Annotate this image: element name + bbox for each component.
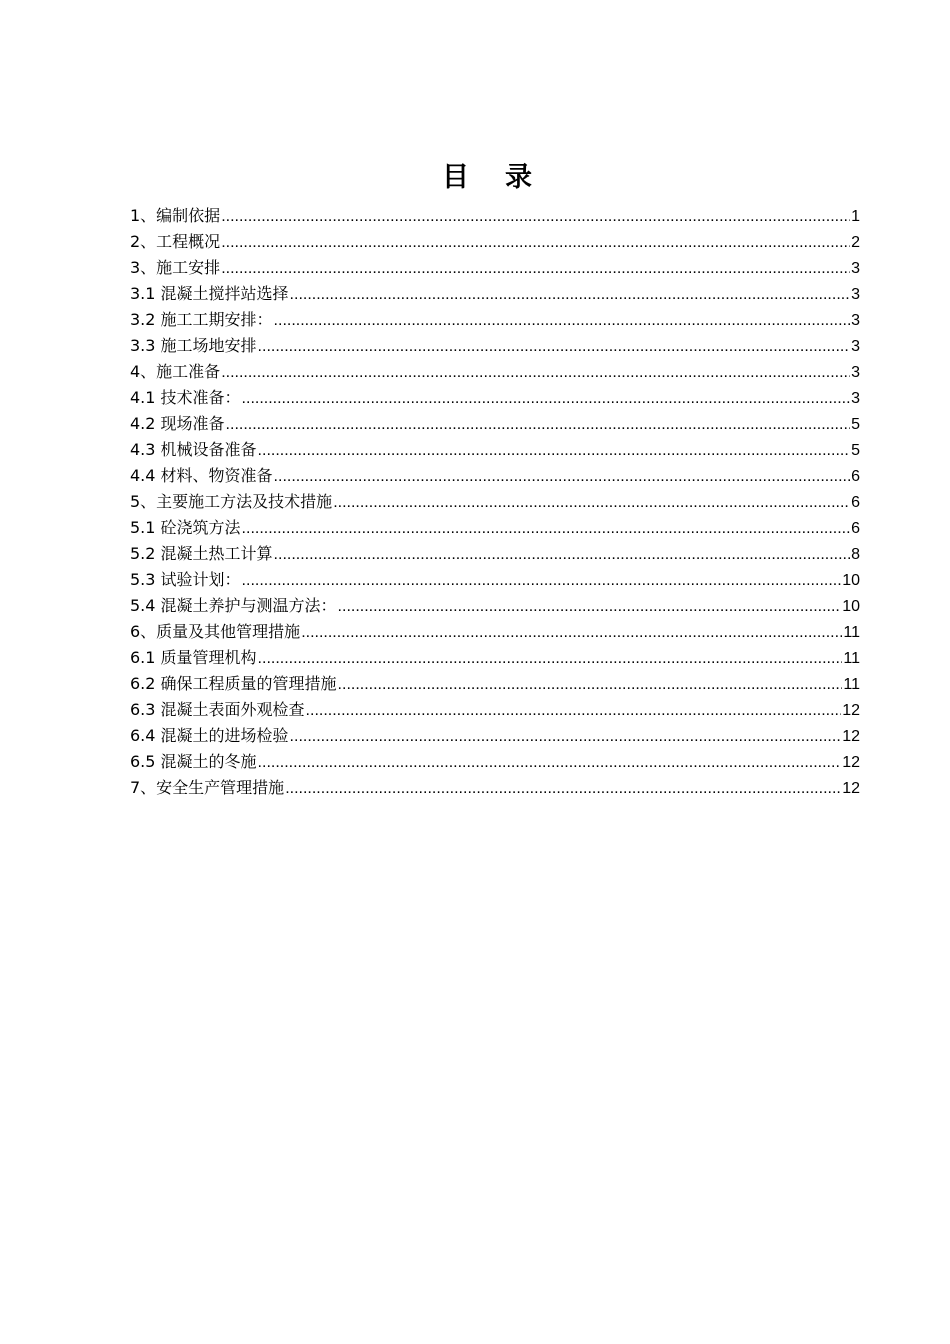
toc-entry-label: 3.1 混凝土搅拌站选择 xyxy=(130,284,289,303)
toc-entry-page-number: 11 xyxy=(843,624,860,641)
toc-dot-leader xyxy=(242,386,851,412)
toc-entry-page-number: 12 xyxy=(842,702,860,719)
toc-entry-label: 7、安全生产管理措施 xyxy=(130,778,285,797)
toc-dot-leader xyxy=(258,334,851,360)
toc-entry[interactable] xyxy=(130,333,860,359)
toc-entry[interactable] xyxy=(130,203,860,229)
toc-dot-leader xyxy=(333,490,850,516)
toc-entry[interactable] xyxy=(130,749,860,775)
toc-entry[interactable] xyxy=(130,593,860,619)
toc-entry[interactable] xyxy=(130,671,860,697)
toc-entry-label: 3、施工安排 xyxy=(130,258,221,277)
toc-entry-label: 5.1 砼浇筑方法 xyxy=(130,518,241,537)
toc-entry-page-number: 3 xyxy=(851,390,860,407)
toc-entry[interactable] xyxy=(130,281,860,307)
toc-dot-leader xyxy=(226,412,851,438)
toc-entry-page-number: 12 xyxy=(842,780,860,797)
toc-entry-page-number: 8 xyxy=(851,546,860,563)
toc-dot-leader xyxy=(221,256,850,282)
toc-entry-label: 6、质量及其他管理措施 xyxy=(130,622,301,641)
toc-entry-label: 4.3 机械设备准备 xyxy=(130,440,257,459)
toc-entry[interactable] xyxy=(130,489,860,515)
toc-entry-page-number: 5 xyxy=(851,416,860,433)
toc-entry[interactable] xyxy=(130,723,860,749)
toc-entry-label: 2、工程概况 xyxy=(130,232,221,251)
toc-entry-label: 6.2 确保工程质量的管理措施 xyxy=(130,674,337,693)
toc-entry[interactable] xyxy=(130,619,860,645)
toc-entry[interactable] xyxy=(130,775,860,801)
toc-entry[interactable] xyxy=(130,567,860,593)
toc-entry[interactable] xyxy=(130,437,860,463)
toc-entry-page-number: 11 xyxy=(843,676,860,693)
toc-dot-leader xyxy=(285,776,841,802)
toc-entry-page-number: 3 xyxy=(851,260,860,277)
toc-dot-leader xyxy=(258,750,842,776)
toc-entry[interactable] xyxy=(130,645,860,671)
toc-entry-page-number: 3 xyxy=(851,364,860,381)
toc-entry-label: 4.2 现场准备 xyxy=(130,414,225,433)
toc-entry-label: 4.1 技术准备： xyxy=(130,388,241,407)
toc-dot-leader xyxy=(290,282,851,308)
toc-dot-leader xyxy=(306,698,842,724)
toc-dot-leader xyxy=(274,308,851,334)
toc-entry[interactable] xyxy=(130,385,860,411)
toc-entry-page-number: 3 xyxy=(851,312,860,329)
toc-dot-leader xyxy=(274,542,851,568)
toc-dot-leader xyxy=(242,568,842,594)
toc-entry-page-number: 1 xyxy=(851,208,860,225)
toc-entry-page-number: 12 xyxy=(842,728,860,745)
toc-dot-leader xyxy=(274,464,851,490)
toc-entry-page-number: 6 xyxy=(851,520,860,537)
toc-entry[interactable] xyxy=(130,463,860,489)
toc-dot-leader xyxy=(258,646,843,672)
toc-entry-label: 3.2 施工工期安排： xyxy=(130,310,273,329)
toc-entry[interactable] xyxy=(130,541,860,567)
toc-entry-page-number: 11 xyxy=(843,650,860,667)
toc-entry-label: 6.5 混凝土的冬施 xyxy=(130,752,257,771)
toc-dot-leader xyxy=(221,230,850,256)
toc-entry-label: 5.3 试验计划： xyxy=(130,570,241,589)
toc-entry[interactable] xyxy=(130,359,860,385)
toc-entry[interactable] xyxy=(130,697,860,723)
toc-entry-label: 4、施工准备 xyxy=(130,362,221,381)
toc-dot-leader xyxy=(338,594,842,620)
toc-entry-label: 5.2 混凝土热工计算 xyxy=(130,544,273,563)
toc-entry[interactable] xyxy=(130,229,860,255)
toc-dot-leader xyxy=(221,360,850,386)
toc-dot-leader xyxy=(221,204,850,230)
toc-dot-leader xyxy=(290,724,842,750)
toc-entry[interactable] xyxy=(130,411,860,437)
toc-entry-page-number: 12 xyxy=(842,754,860,771)
toc-dot-leader xyxy=(242,516,851,542)
toc-entry-page-number: 3 xyxy=(851,286,860,303)
toc-entry-label: 6.1 质量管理机构 xyxy=(130,648,257,667)
toc-dot-leader xyxy=(258,438,851,464)
toc-dot-leader xyxy=(338,672,843,698)
toc-entry-page-number: 6 xyxy=(851,494,860,511)
toc-entry-label: 5.4 混凝土养护与测温方法： xyxy=(130,596,337,615)
toc-entry-page-number: 5 xyxy=(851,442,860,459)
toc-entry-label: 3.3 施工场地安排 xyxy=(130,336,257,355)
toc-entry-label: 1、编制依据 xyxy=(130,206,221,225)
toc-entry-page-number: 10 xyxy=(842,598,860,615)
toc-entry-label: 5、主要施工方法及技术措施 xyxy=(130,492,333,511)
toc-entry-label: 6.4 混凝土的进场检验 xyxy=(130,726,289,745)
toc-entry-page-number: 3 xyxy=(851,338,860,355)
toc-entry[interactable] xyxy=(130,255,860,281)
toc-entry-page-number: 10 xyxy=(842,572,860,589)
toc-entry-label: 4.4 材料、物资准备 xyxy=(130,466,273,485)
toc-entry[interactable] xyxy=(130,515,860,541)
toc-entry-page-number: 6 xyxy=(851,468,860,485)
toc-entry-label: 6.3 混凝土表面外观检查 xyxy=(130,700,305,719)
toc-entry[interactable] xyxy=(130,307,860,333)
toc-dot-leader xyxy=(301,620,842,646)
toc-list xyxy=(130,203,860,801)
toc-title: 目录 xyxy=(442,162,568,193)
toc-entry-page-number: 2 xyxy=(851,234,860,251)
